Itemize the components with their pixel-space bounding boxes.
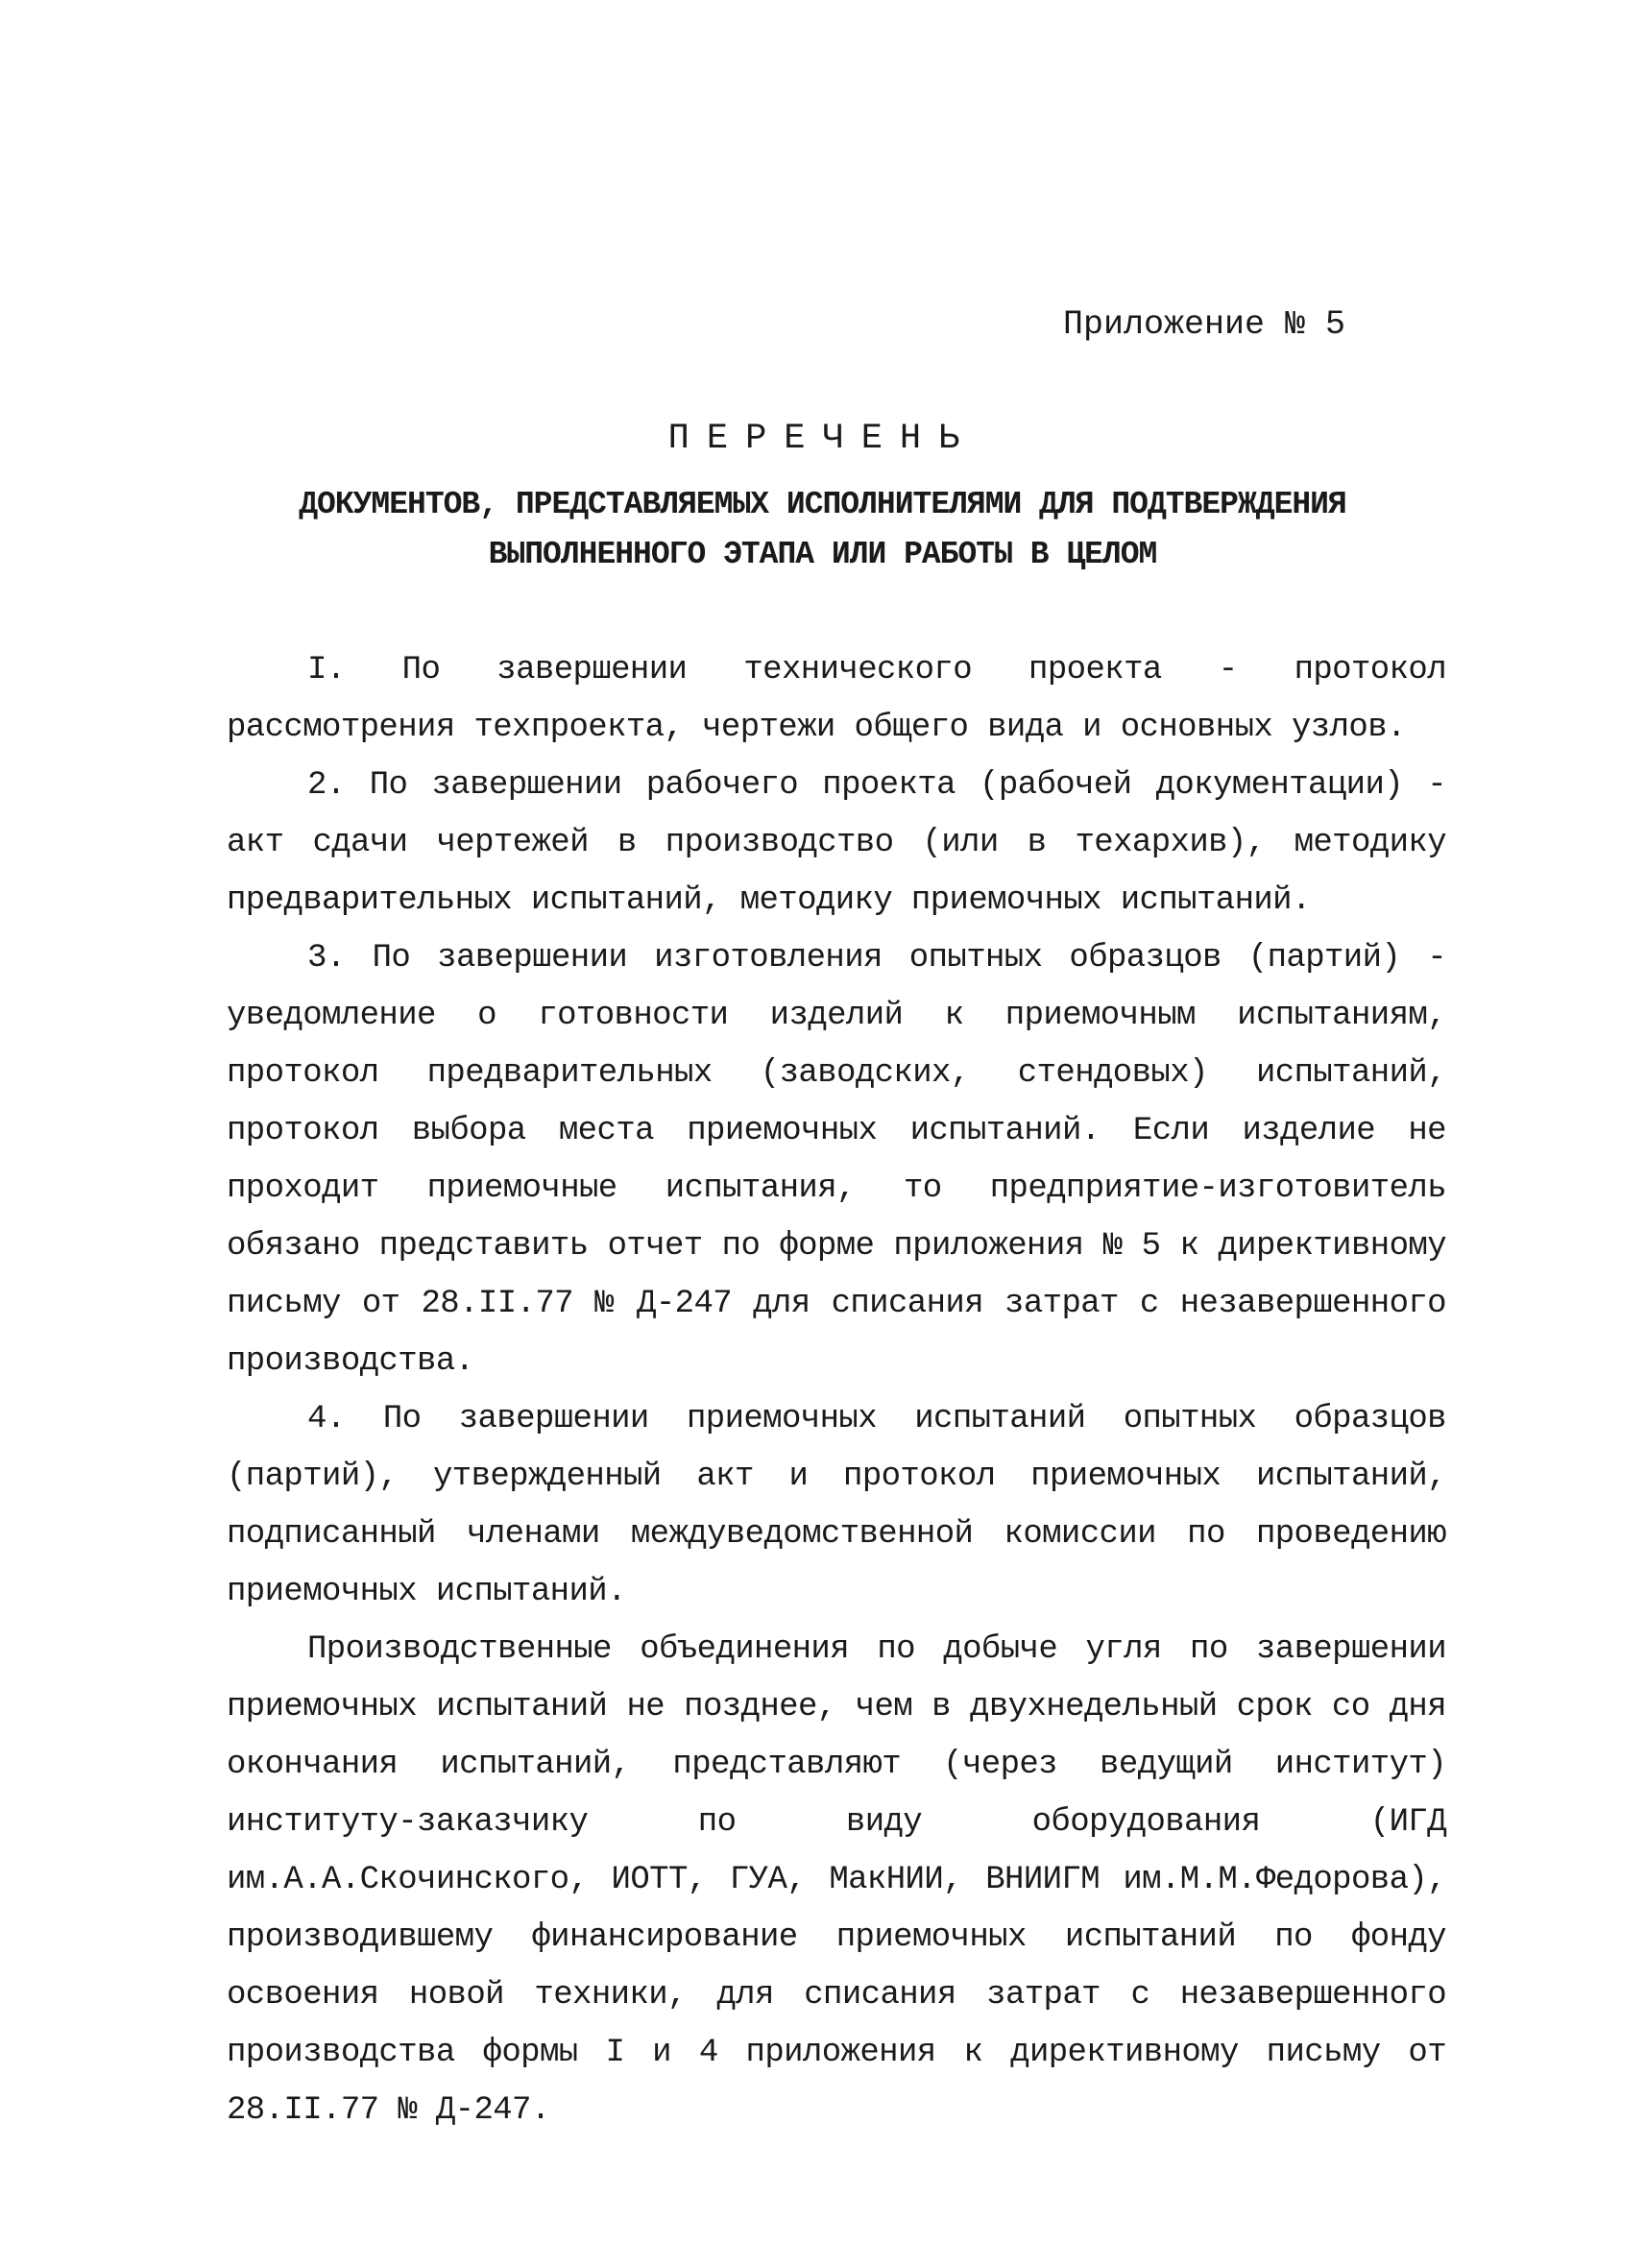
subtitle-line-1: ДОКУМЕНТОВ, ПРЕДСТАВЛЯЕМЫХ ИСПОЛНИТЕЛЯМИ ДЛЯ ПОДТВЕРЖДЕНИЯ xyxy=(299,487,1346,522)
paragraph-5: Производственные объединения по добыче угля по завершении приемочных испытаний не позднее, чем в двухнедельный срок со дня окончания испытаний, представляют (через ведущий институт) институту-заказчику по виду оборудования (ИГД им.А.А.Скочинского, ИОТТ, ГУА, МакНИИ, ВНИИГМ им.М.М.Федорова), производившему финансирование приемочных испытаний по фонду освоения новой техники, для списания затрат с незавершенного производства формы I и 4 приложения к директивному письму от 28.II.77 № Д-247. xyxy=(227,1631,1446,2129)
subtitle-line-2: ВЫПОЛНЕННОГО ЭТАПА ИЛИ РАБОТЫ В ЦЕЛОМ xyxy=(488,537,1157,572)
appendix-label: Приложение № 5 xyxy=(1062,305,1345,344)
paragraph-1: I. По завершении технического проекта - протокол рассмотрения техпроекта, чертежи общего вида и основных узлов. xyxy=(227,652,1446,746)
document-body xyxy=(227,641,1446,2139)
document-subtitle xyxy=(0,480,1645,580)
paragraph-2: 2. По завершении рабочего проекта (рабочей документации) - акт сдачи чертежей в производство (или в техархив), методику предварительных испытаний, методику приемочных испытаний. xyxy=(227,767,1446,919)
document-title: ПЕРЕЧЕНЬ xyxy=(667,419,978,459)
paragraph-4: 4. По завершении приемочных испытаний опытных образцов (партий), утвержденный акт и протокол приемочных испытаний, подписанный членами междуведомственной комиссии по проведению приемочных испытаний. xyxy=(227,1401,1446,1610)
paragraph-3: 3. По завершении изготовления опытных образцов (партий) - уведомление о готовности изделий к приемочным испытаниям, протокол предварительных (заводских, стендовых) испытаний, протокол выбора места приемочных испытаний. Если изделие не проходит приемочные испытания, то предприятие-изготовитель обязано представить отчет по форме приложения № 5 к директивному письму от 28.II.77 № Д-247 для списания затрат с незавершенного производства. xyxy=(227,940,1446,1380)
